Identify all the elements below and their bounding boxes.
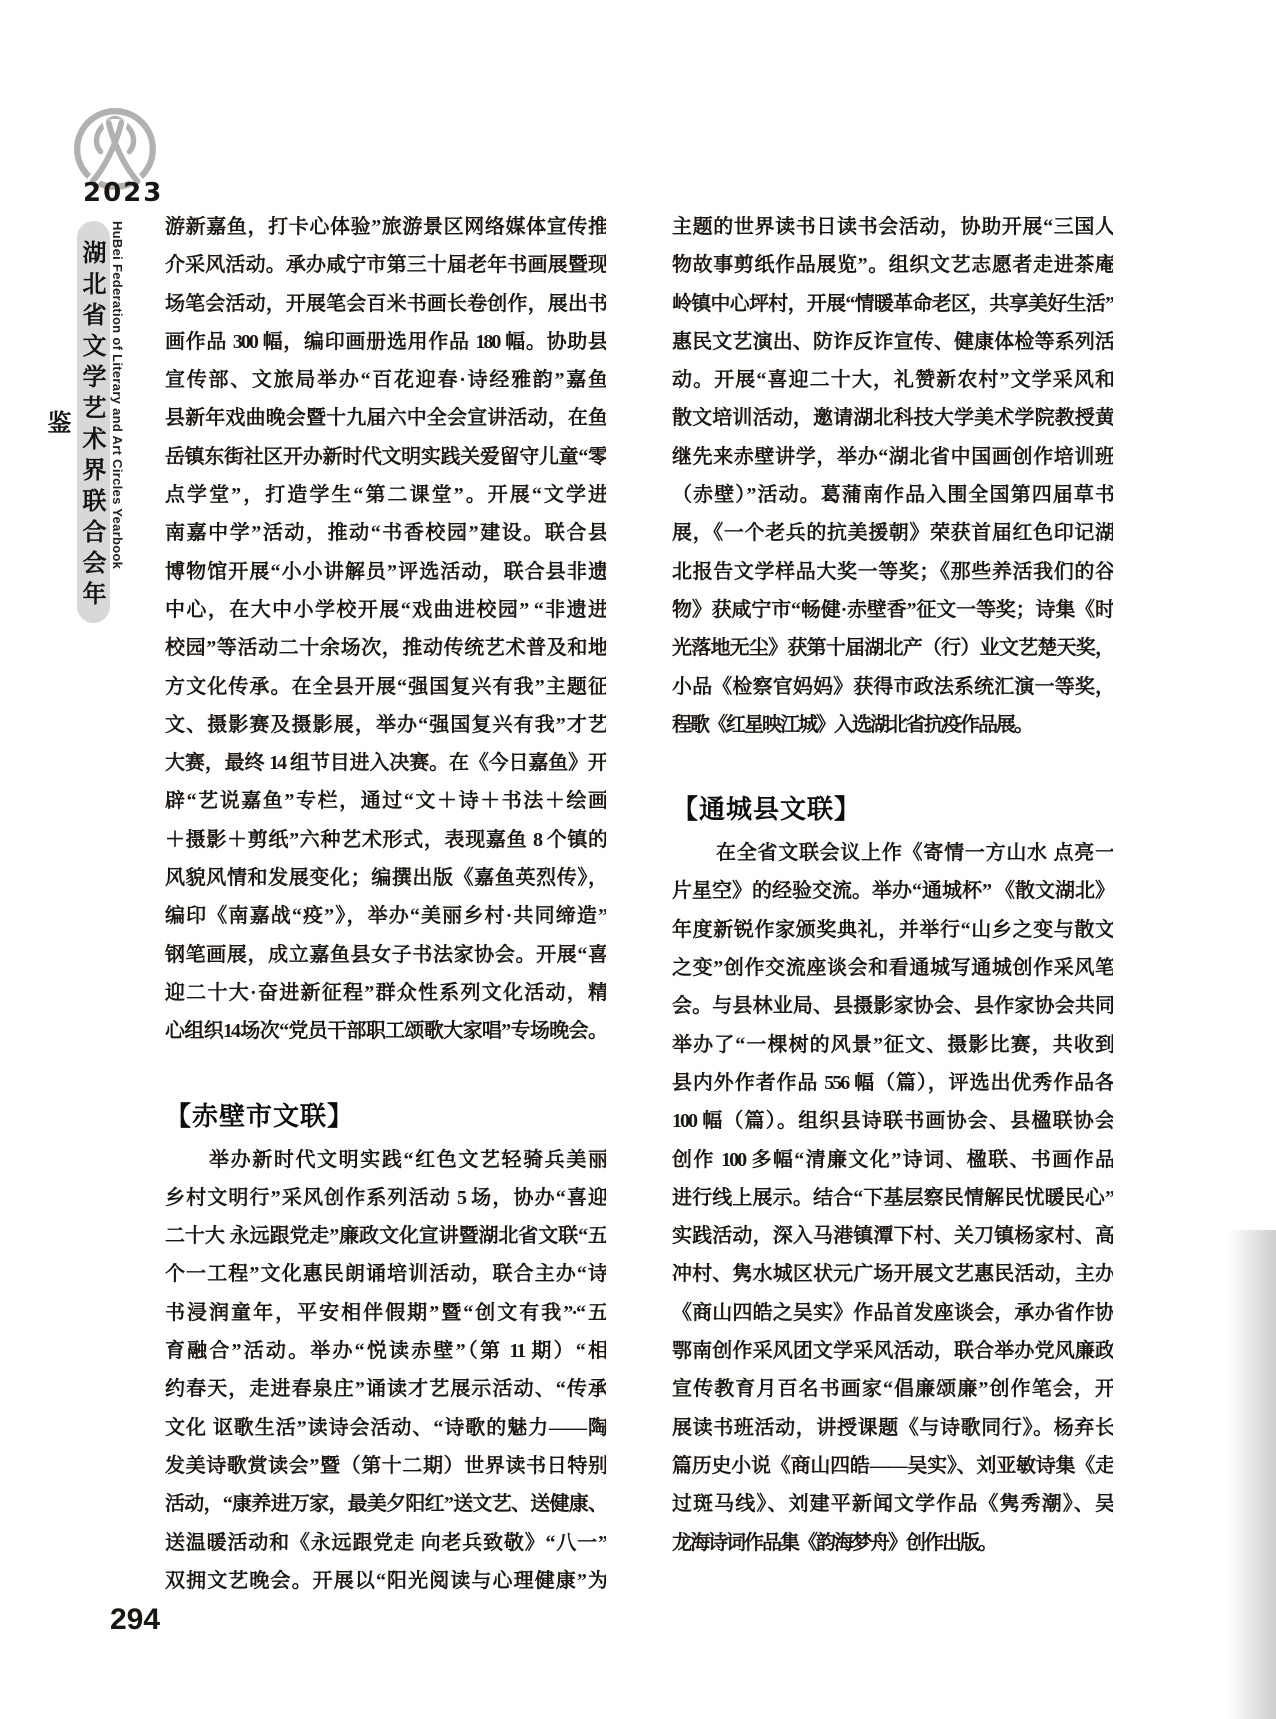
text-line: 介采风活动。承办咸宁市第三十届老年书画展暨现 (165, 254, 606, 277)
text-line: 光落地无尘》获第十届湖北产（行）业文艺楚天奖， (672, 637, 1113, 660)
text-line: 在全省文联会议上作《寄情一方山水 点亮一 (716, 842, 1113, 865)
text-line: 小品《检察官妈妈》获得市政法系统汇演一等奖， (672, 675, 1113, 698)
page-number: 294 (110, 1603, 161, 1636)
text-line: 发美诗歌赏读会”暨（第十二期）世界读书日特别 (165, 1454, 606, 1477)
text-line: 物》获咸宁市“畅健·赤壁香”征文一等奖；诗集《时 (672, 598, 1113, 621)
text-line: 乡村文明行”采风创作系列活动 5 场，协办“喜迎 (165, 1186, 606, 1209)
text-line: 点学堂”，打造学生“第二课堂”。开展“文学进 (165, 484, 606, 507)
text-line: 约春天，走进春泉庄”诵读才艺展示活动、“传承 (165, 1378, 606, 1401)
sidebar-title-cn: 湖北省文学艺术界联合会年鉴 (43, 239, 104, 612)
text-line: 大赛，最终 14 组节目进入决赛。在《今日嘉鱼》开 (165, 752, 606, 775)
text-line: 县新年戏曲晚会暨十九届六中全会宣讲活动，在鱼 (165, 407, 606, 430)
section-heading: 【赤壁市文联】 (165, 1100, 355, 1131)
sidebar-title-en: HuBei Federation of Literary and Art Circles Yearbook (110, 221, 125, 570)
text-line: 活动，“康养进万家，最美夕阳红”送文艺、送健康、 (165, 1493, 606, 1516)
text-line: 年度新锐作家颁奖典礼，并举行“山乡之变与散文 (672, 918, 1113, 941)
text-line: 北报告文学样品大奖一等奖；《那些养活我们的谷 (672, 560, 1113, 583)
text-line: 南嘉中学”活动，推动“书香校园”建设。联合县 (165, 522, 606, 545)
text-line: 中心，在大中小学校开展“戏曲进校园” “非遗进 (165, 598, 606, 621)
text-line: 创作 100 多幅“清廉文化”诗词、楹联、书画作品 (672, 1148, 1113, 1171)
text-line: 育融合”活动。举办“悦读赤壁”（第 11 期）“相 (165, 1340, 606, 1363)
paragraph (165, 1141, 606, 1601)
paragraph (165, 208, 606, 1051)
text-line: 篇历史小说《商山四皓——吴实》、刘亚敏诗集《走 (672, 1454, 1113, 1477)
paragraph (672, 834, 1113, 1562)
scan-edge-shadow (1228, 1230, 1276, 1719)
text-line: ＋摄影＋剪纸”六种艺术形式，表现嘉鱼 8 个镇的 (165, 828, 606, 851)
text-line: 钢笔画展，成立嘉鱼县女子书法家协会。开展“喜 (165, 943, 606, 966)
text-line: 进行线上展示。结合“下基层察民情解民忧暖民心” (672, 1186, 1113, 1209)
year-label: 2023 (83, 178, 164, 208)
text-line: 实践活动，深入马港镇潭下村、关刀镇杨家村、高 (672, 1225, 1113, 1248)
text-line: 场笔会活动，开展笔会百米书画长卷创作，展出书 (165, 292, 606, 315)
text-line: 宣传部、文旅局举办“百花迎春·诗经雅韵”嘉鱼 (165, 369, 606, 392)
text-line: 物故事剪纸作品展览”。组织文艺志愿者走进茶庵 (672, 254, 1113, 277)
text-line: 书浸润童年，平安相伴假期”暨“创文有我”·“五 (165, 1301, 606, 1324)
content-column-left (165, 208, 606, 1600)
text-line: 辟“艺说嘉鱼”专栏，通过“文＋诗＋书法＋绘画 (165, 790, 606, 813)
text-line: 鄂南创作采风团文学采风活动，联合举办党风廉政 (672, 1340, 1113, 1363)
text-line: 文化 讴歌生活”读诗会活动、“诗歌的魅力——陶 (165, 1416, 606, 1439)
text-line: 岭镇中心坪村，开展“情暖革命老区，共享美好生活” (672, 292, 1113, 315)
text-line: 宣传教育月百名书画家“倡廉颂廉”创作笔会，开 (672, 1378, 1113, 1401)
text-line: 程歌《红星映江城》入选湖北省抗疫作品展。 (672, 713, 1032, 736)
text-line: 博物馆开展“小小讲解员”评选活动，联合县非遗 (165, 560, 606, 583)
text-line: （赤壁）”活动。葛蒲南作品入围全国第四届草书 (672, 484, 1113, 507)
text-line: 风貌风情和发展变化；编撰出版《嘉鱼英烈传》， (165, 867, 606, 890)
text-line: 双拥文艺晚会。开展以“阳光阅读与心理健康”为 (165, 1569, 606, 1592)
text-line: 方文化传承。在全县开展“强国复兴有我”主题征 (165, 675, 606, 698)
text-line: 游新嘉鱼，打卡心体验”旅游景区网络媒体宣传推 (165, 216, 606, 238)
text-line: 举办了“一棵树的风景”征文、摄影比赛，共收到 (672, 1033, 1113, 1056)
text-line: 个一工程”文化惠民朗诵培训活动，联合主办“诗 (165, 1263, 606, 1286)
text-line: 惠民文艺演出、防诈反诈宣传、健康体检等系列活 (672, 330, 1113, 353)
text-line: 过斑马线》、刘建平新闻文学作品《隽秀潮》、吴 (672, 1493, 1113, 1516)
text-line: 继先来赤壁讲学，举办“湖北省中国画创作培训班 (672, 445, 1113, 468)
text-line: 岳镇东街社区开办新时代文明实践关爱留守儿童“零 (165, 445, 606, 468)
content-column-right (672, 208, 1113, 1562)
text-line: 之变”创作交流座谈会和看通城写通城创作采风笔 (672, 957, 1113, 980)
text-line: 龙海诗词作品集《韵海梦舟》创作出版。 (672, 1531, 996, 1554)
text-line: 编印《南嘉战“疫”》，举办“美丽乡村·共同缔造” (165, 905, 606, 928)
text-line: 画作品 300 幅，编印画册选用作品 180 幅。协助县 (165, 330, 606, 353)
text-line: 主题的世界读书日读书会活动，协助开展“三国人 (672, 216, 1113, 238)
text-line: 片星空》的经验交流。举办“通城杯” 《散文湖北》 (672, 880, 1113, 903)
text-line: 动。开展“喜迎二十大，礼赞新农村”文学采风和 (672, 369, 1113, 392)
text-line: 会。与县林业局、县摄影家协会、县作家协会共同 (672, 995, 1113, 1018)
text-line: 散文培训活动，邀请湖北科技大学美术学院教授黄 (672, 407, 1113, 430)
text-line: 校园”等活动二十余场次，推动传统艺术普及和地 (165, 637, 606, 660)
text-line: 100 幅（篇）。组织县诗联书画协会、县楹联协会 (672, 1110, 1113, 1133)
text-line: 文、摄影赛及摄影展，举办“强国复兴有我”才艺 (165, 713, 606, 736)
text-line: 迎二十大·奋进新征程”群众性系列文化活动，精 (165, 981, 606, 1004)
text-line: 冲村、隽水城区状元广场开展文艺惠民活动，主办 (672, 1263, 1113, 1286)
text-line: 县内外作者作品 556 幅（篇），评选出优秀作品各 (672, 1071, 1113, 1094)
text-line: 心组织14场次“党员干部职工颂歌大家唱”专场晚会。 (165, 1020, 606, 1043)
text-line: 二十大 永远跟党走”廉政文化宣讲暨湖北省文联“五 (165, 1225, 606, 1248)
paragraph (672, 208, 1113, 744)
text-line: 送温暖活动和《永远跟党走 向老兵致敬》“八一” (165, 1531, 606, 1554)
text-line: 举办新时代文明实践“红色文艺轻骑兵美丽 (209, 1148, 606, 1171)
text-line: 展读书班活动，讲授课题《与诗歌同行》。杨弃长 (672, 1416, 1113, 1439)
text-line: 展，《一个老兵的抗美援朝》荣获首届红色印记湖 (672, 522, 1113, 545)
text-line: 《商山四皓之吴实》作品首发座谈会，承办省作协 (672, 1301, 1113, 1324)
section-heading: 【通城县文联】 (672, 794, 862, 825)
